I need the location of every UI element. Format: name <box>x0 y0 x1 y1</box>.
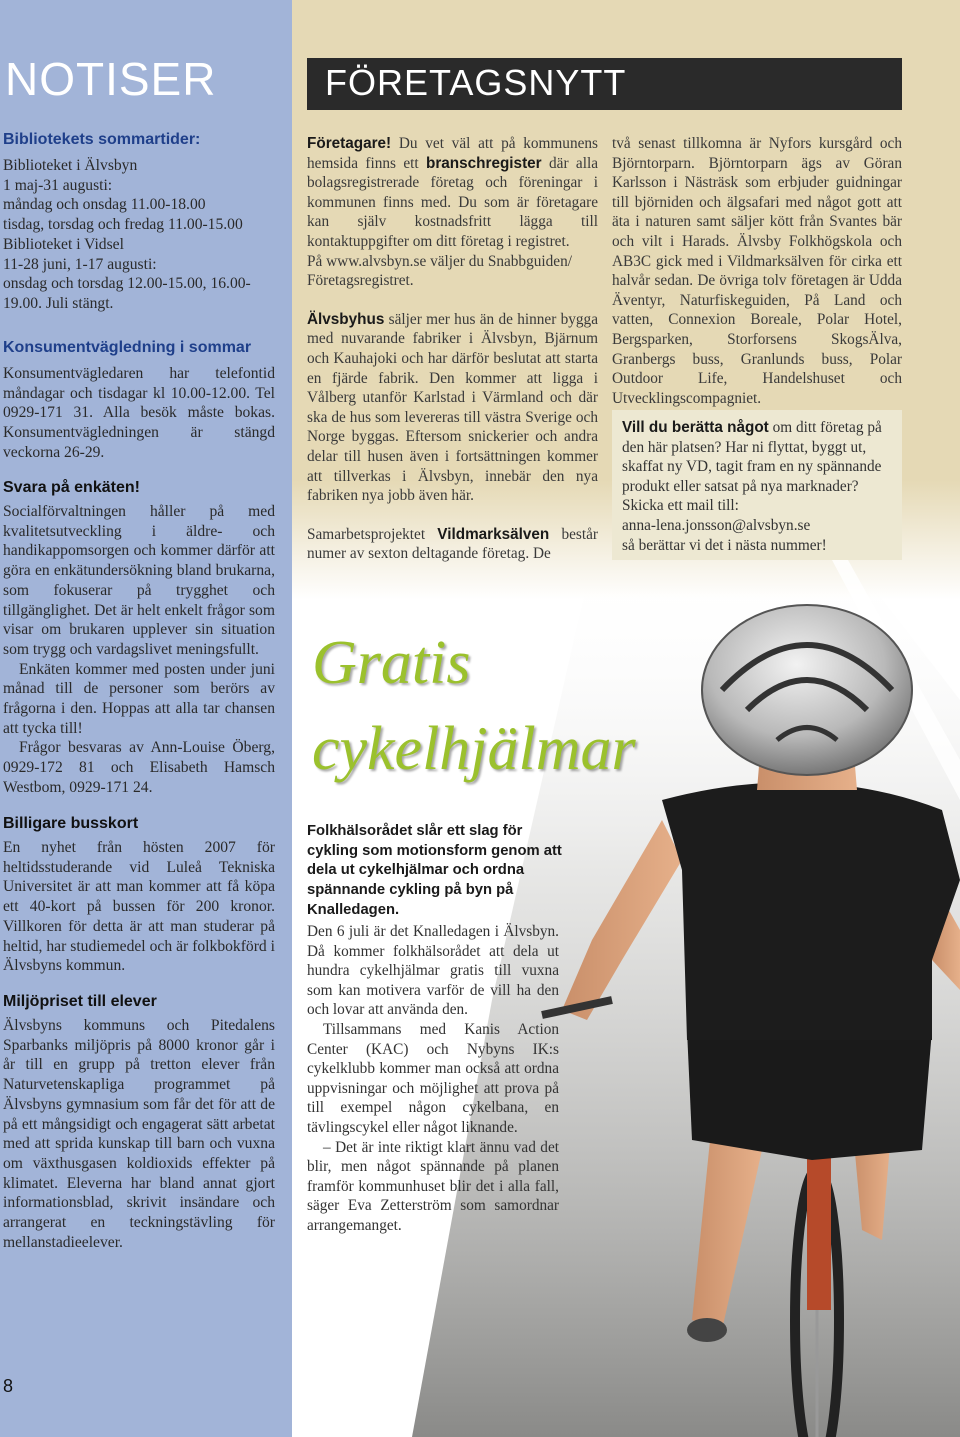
helmet-article-paragraph-1: Den 6 juli är det Knalledagen i Älvsbyn. Då kommer folkhälsorådet att dela ut hundra cykelhjälmar gratis till vuxna som kan motivera varför de vill ha den och lovar att använda den. <box>307 923 559 1019</box>
snabbguiden-paragraph: På www.alvsbyn.se väljer du Snabbguiden/ Företagsregistret. <box>307 252 572 290</box>
tell-us-label: Vill du berätta något <box>622 419 769 436</box>
survey-paragraph-2: Enkäten kommer med posten under juni månad till de personer som berörs av frågorna i den. Hoppas att alla tar chansen att tycka till! <box>3 660 275 737</box>
consumer-guidance-heading: Konsumentvägledning i sommar <box>3 339 252 356</box>
library-vidsel-hours: onsdag och torsdag 12.00-15.00, 16.00-19.00. Juli stängt. <box>3 275 251 312</box>
tell-us-body: om ditt företag på den här platsen? Har ni flyttat, byggt ut, skaffat ny VD, tagit fram en ny spännande produkt eller satsat på nya marknader? Skicka ett mail till: <box>622 419 882 515</box>
notiser-column <box>0 0 292 1437</box>
vildmarksalven-label: Vildmarksälven <box>437 525 550 543</box>
left-shoe <box>687 1318 727 1342</box>
bus-card-section <box>3 814 275 976</box>
tell-us-closing: så berättar vi det i nästa nummer! <box>622 536 827 554</box>
gratis-title-line-2: cykelhjälmar <box>312 715 636 783</box>
survey-section <box>3 478 275 798</box>
alvsbyhus-text: säljer mer hus än de hinner bygga med nuvarande fabriker i Älvsbyn, Bjärnum och Kauhajoki och har därför beslutat att starta en fjärde fabrik. Den kommer att ligga i Vålberg utanför Karlstad i Värmland och där ska de hus som levereras till västra Sverige och Norge byggas. Eftersom snickerier och andra delar till husen även i fortsättningen kommer att tillverkas i Älvsbyn, innebär den nya fabriken nya jobb även här. <box>307 310 598 505</box>
survey-heading: Svara på enkäten! <box>3 479 140 496</box>
environment-prize-section <box>3 992 275 1252</box>
gratis-title-line-1: Gratis <box>312 629 471 697</box>
survey-paragraph-3: Frågor besvaras av Ann-Louise Öberg, 0929-172 81 och Elisabeth Hamsch Westbom, 0929-171 24. <box>3 739 275 796</box>
library-alvsbyn-name: Biblioteket i Älvsbyn <box>3 157 138 174</box>
vildmarksalven-text-1: Samarbetsprojektet <box>307 525 438 543</box>
vildmarksalven-text-2: består numer av sexton deltagande företag. De <box>307 525 598 563</box>
business-register-text-1: Du vet väl att på kommunens hemsida finns ett <box>307 135 598 172</box>
library-vidsel-name: Biblioteket i Vidsel <box>3 235 124 253</box>
foretagare-label: Företagare! <box>307 135 392 152</box>
library-vidsel-period: 11-28 juni, 1-17 augusti: <box>3 255 157 273</box>
business-news-column-2 <box>612 134 902 408</box>
consumer-guidance-text: Konsumentvägledaren har telefontid måndagar och tisdagar kl 10.00-12.00. Tel 0929-171 31. Alla besök måste bokas. Konsumentvägledningen är stängd veckorna 26-29. <box>3 365 275 461</box>
helmet-article-body <box>307 922 559 1236</box>
environment-prize-text: Älvsbyns kommuns och Pitedalens Sparbanks miljöpris på 8000 kronor går i år till en grupp på tretton elever från Naturvetenskapliga programmet på Älvsbyns gymnasium som får det för att de på ett mångsidigt och engagerat sätt arbetat med att sprida kunskap till barn och vuxna om växthusgasen koldioxids effekter på klimatet. Eleverna har bland annat gjort informationsblad, skrivit insändare och arrangerat en teckningstävling för mellanstadieelever. <box>3 1017 275 1251</box>
survey-paragraph-1: Socialförvaltningen håller på med kvalitetsutveckling i äldre- och handikappomsorgen och kommer därför att göra en enkätundersökning bland brukarna, som fokuserar på trygghet och tillgänglighet. Det är helt enkelt frågor som visar om brukaren upplever sin situation som trygg och vardagslivet meningsfullt. <box>3 503 275 658</box>
shorts <box>687 1030 932 1160</box>
environment-prize-heading: Miljöpriset till elever <box>3 993 157 1010</box>
tell-us-text <box>622 418 892 516</box>
alvsbyhus-label: Älvsbyhus <box>307 310 385 328</box>
foretagsnytt-header-bar <box>307 58 902 110</box>
business-register-text-2: där alla bolagsregistrerade företag och föreningar i kommunen finns med. Du som är företagare kan själv kostnadsfritt lägga till kontaktuppgifter om ditt företag i registret. <box>307 154 598 250</box>
bicycle-helmet <box>702 605 912 775</box>
business-news-column-1 <box>307 134 598 564</box>
vildmarksalven-continuation: två senast tillkomna är Nyfors kursgård och Björntorparn. Björntorparn ägs av Göran Karlsson i Nästräsk som erbjuder guidningar till björniden och älgsafari med något gott att äta i naturen samt säljer kött från Svantes bär och vilt i Harads. Älvsby Folkhögskola och AB3C gick med i Vildmarksälven för cirka ett halvår sedan. De övriga tolv företagen är Udda Äventyr, Naturfiskeguiden, På Land och vatten, Connexion Boreale, Polar Hotel, Bergsparken, Storforsens SkogsÄlva, Granbergs buss, Granlunds buss, Polar Outdoor Life, Handelshuset och Utvecklingscompagniet. <box>612 135 902 407</box>
gratis-cykelhjalmar-title <box>312 620 636 792</box>
library-alvsbyn-hours-1: måndag och onsdag 11.00-18.00 <box>3 196 206 214</box>
tell-us-box <box>612 410 902 560</box>
business-register-paragraph <box>307 134 598 252</box>
bicycle-frame <box>807 1150 831 1310</box>
library-alvsbyn-period: 1 maj-31 augusti: <box>3 176 113 194</box>
branschregister-label: branschregister <box>426 154 542 172</box>
library-hours-heading: Bibliotekets sommartider: <box>3 131 201 148</box>
helmet-article-lead: Folkhälsorådet slår ett slag för cykling som motionsform genom att dela ut cykelhjälmar och ordna spännande cykling på byn på Knalledagen. <box>307 823 562 918</box>
bus-card-text: En nyhet från hösten 2007 för heltidsstuderande vid Luleå Tekniska Universitet är att man kommer att få köpa ett 40-kort på bussen för 200 kronor. Villkoren för detta är att man studerar på heltid, har studiemedel och är folkbokförd i Älvsbyns kommun. <box>3 839 275 975</box>
bus-card-heading: Billigare busskort <box>3 815 139 832</box>
notiser-heading: NOTISER <box>5 53 217 105</box>
contact-email[interactable]: anna-lena.jonsson@alvsbyn.se <box>622 516 811 534</box>
vildmarksalven-paragraph <box>307 525 598 564</box>
foretagsnytt-heading: FÖRETAGSNYTT <box>325 62 627 103</box>
helmet-article-paragraph-3: – Det är inte riktigt klart ännu vad det blir, men något spännande på planen framför kommunhuset blir det i alla fall, säger Eva Zetterström som samordnar arrangemanget. <box>307 1138 559 1234</box>
library-hours-section <box>3 130 275 314</box>
library-alvsbyn-hours-2: tisdag, torsdag och fredag 11.00-15.00 <box>3 216 243 234</box>
consumer-guidance-section <box>3 338 275 463</box>
alvsbyhus-paragraph <box>307 310 598 506</box>
helmet-article-paragraph-2: Tillsammans med Kanis Action Center (KAC) och Nybyns IK:s cykelklubb kommer man också att ordna uppvisningar och möjlighet att prova på till exempel någon cykelbana, en tävlingscykel eller något liknande. <box>307 1020 559 1136</box>
t-shirt <box>662 782 960 1040</box>
page-number: 8 <box>3 1376 14 1396</box>
